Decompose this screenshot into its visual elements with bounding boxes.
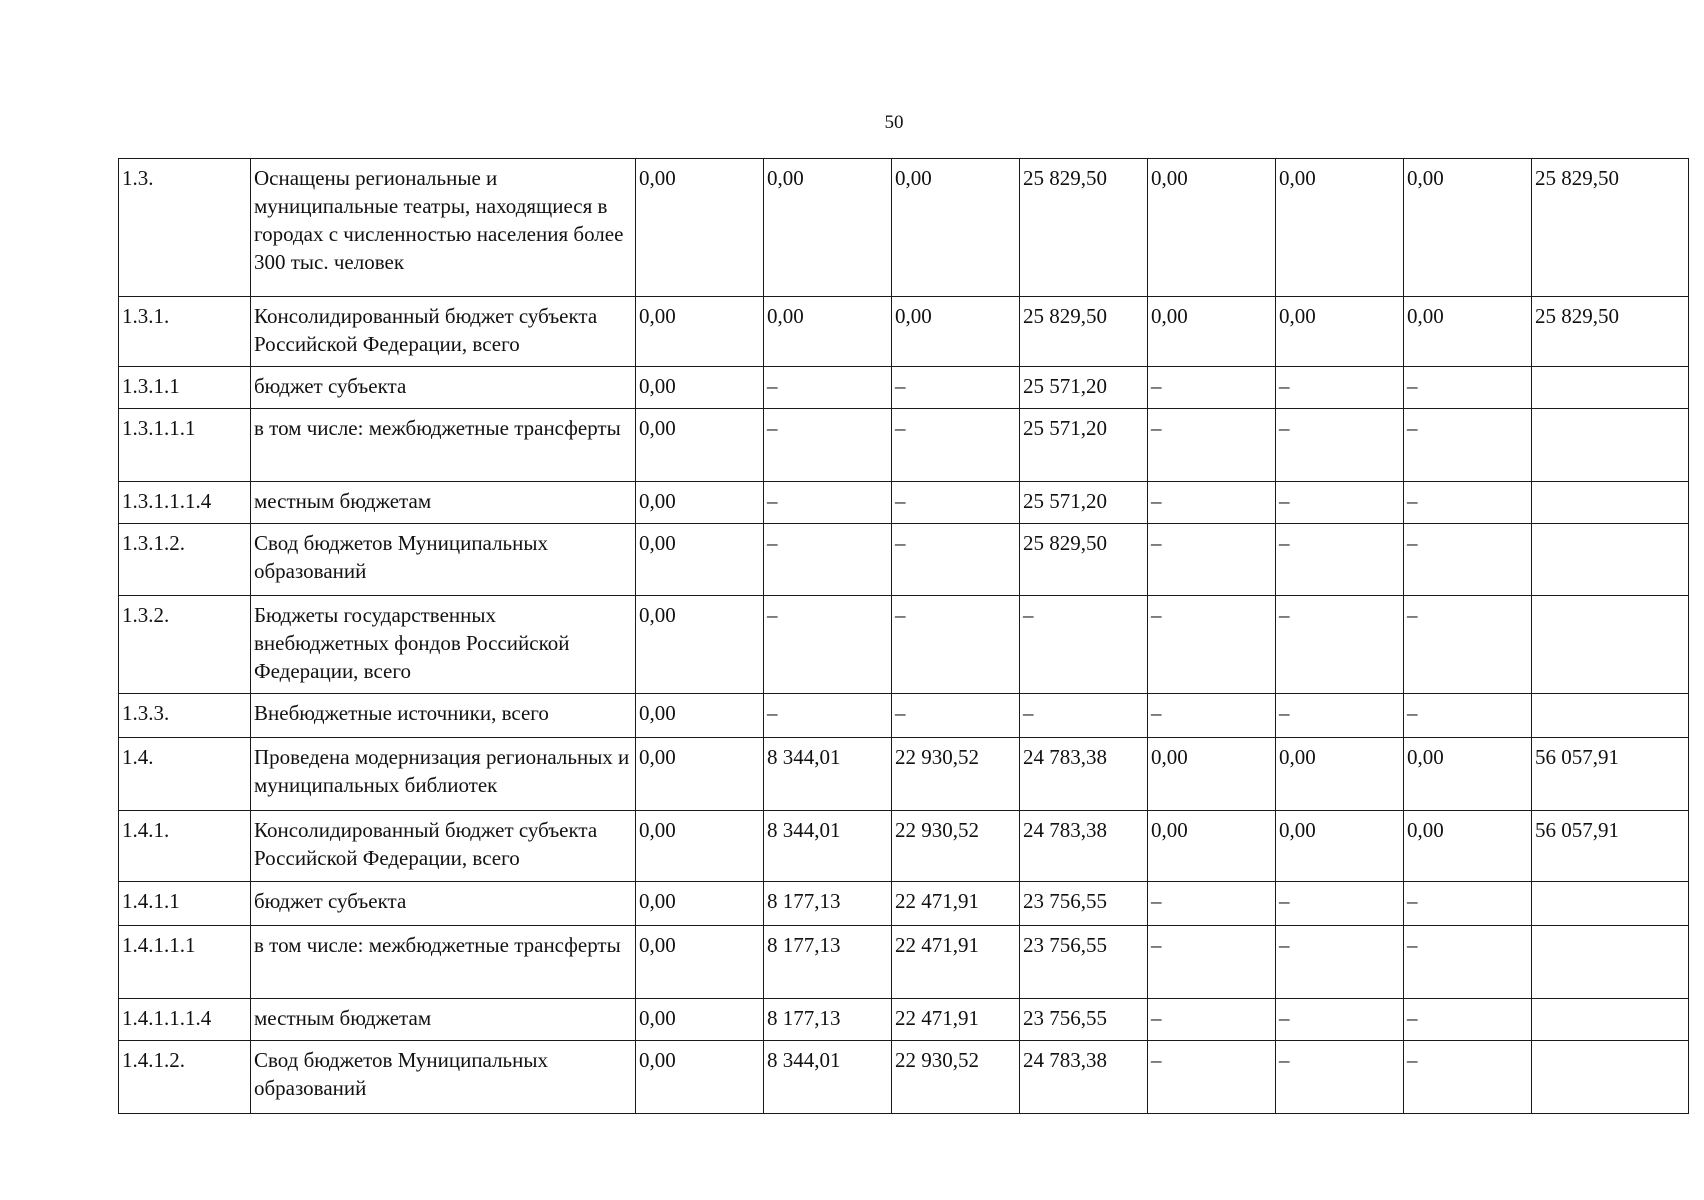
- value-cell: –: [1148, 524, 1276, 596]
- value-cell: 22 930,52: [892, 738, 1020, 811]
- value-cell: 25 571,20: [1020, 409, 1148, 482]
- value-cell: 25 829,50: [1020, 159, 1148, 297]
- page-number: 50: [884, 112, 904, 133]
- value-cell: 8 344,01: [764, 811, 892, 882]
- value-cell: 8 344,01: [764, 738, 892, 811]
- value-cell: 0,00: [636, 482, 764, 524]
- value-cell: –: [892, 694, 1020, 738]
- row-description: в том числе: межбюджетные трансферты: [251, 409, 636, 482]
- value-cell: –: [1404, 409, 1532, 482]
- row-code: 1.3.: [119, 159, 251, 297]
- value-cell: –: [1148, 482, 1276, 524]
- row-code: 1.3.2.: [119, 596, 251, 694]
- value-cell: –: [1404, 596, 1532, 694]
- row-code: 1.4.1.: [119, 811, 251, 882]
- value-cell: 0,00: [892, 159, 1020, 297]
- value-cell: 22 471,91: [892, 926, 1020, 999]
- row-code: 1.4.1.1: [119, 882, 251, 926]
- value-cell: –: [1276, 367, 1404, 409]
- value-cell: 25 829,50: [1020, 297, 1148, 367]
- value-cell: 24 783,38: [1020, 738, 1148, 811]
- value-cell: –: [1148, 882, 1276, 926]
- value-cell: –: [892, 409, 1020, 482]
- table-row: [119, 596, 1689, 694]
- row-description: Внебюджетные источники, всего: [251, 694, 636, 738]
- row-description: Консолидированный бюджет субъекта Российской Федерации, всего: [251, 811, 636, 882]
- row-code: 1.3.1.1: [119, 367, 251, 409]
- value-cell: 0,00: [764, 297, 892, 367]
- table-row: [119, 926, 1689, 999]
- value-cell: 0,00: [1148, 297, 1276, 367]
- value-cell: 8 177,13: [764, 882, 892, 926]
- value-cell: –: [1148, 596, 1276, 694]
- value-cell: –: [892, 367, 1020, 409]
- table-row: [119, 999, 1689, 1041]
- value-cell: 24 783,38: [1020, 1041, 1148, 1114]
- value-cell: –: [1020, 596, 1148, 694]
- value-cell: 0,00: [1404, 811, 1532, 882]
- value-cell: –: [1404, 882, 1532, 926]
- row-code: 1.4.: [119, 738, 251, 811]
- table-row: [119, 367, 1689, 409]
- row-description: Свод бюджетов Муниципальных образований: [251, 524, 636, 596]
- value-cell: –: [1148, 409, 1276, 482]
- value-cell: 0,00: [1148, 811, 1276, 882]
- value-cell: 25 829,50: [1532, 297, 1689, 367]
- row-code: 1.4.1.2.: [119, 1041, 251, 1114]
- value-cell: 0,00: [636, 297, 764, 367]
- value-cell: –: [1404, 1041, 1532, 1114]
- value-cell: –: [1148, 926, 1276, 999]
- value-cell: 0,00: [1276, 297, 1404, 367]
- value-cell: 8 344,01: [764, 1041, 892, 1114]
- value-cell: –: [1404, 926, 1532, 999]
- value-cell: 0,00: [892, 297, 1020, 367]
- row-description: бюджет субъекта: [251, 367, 636, 409]
- value-cell: –: [1148, 694, 1276, 738]
- value-cell: 0,00: [1404, 159, 1532, 297]
- table-row: [119, 524, 1689, 596]
- value-cell: 0,00: [1148, 738, 1276, 811]
- table-row: [119, 882, 1689, 926]
- value-cell: 0,00: [636, 409, 764, 482]
- value-cell: –: [1276, 1041, 1404, 1114]
- value-cell: –: [764, 596, 892, 694]
- value-cell: 0,00: [636, 926, 764, 999]
- value-cell: 0,00: [764, 159, 892, 297]
- value-cell: –: [1276, 926, 1404, 999]
- table-row: [119, 409, 1689, 482]
- value-cell: 0,00: [636, 811, 764, 882]
- value-cell: –: [1276, 409, 1404, 482]
- value-cell: 0,00: [636, 882, 764, 926]
- value-cell: 0,00: [636, 999, 764, 1041]
- value-cell: –: [1276, 596, 1404, 694]
- value-cell: –: [1404, 367, 1532, 409]
- value-cell: 23 756,55: [1020, 999, 1148, 1041]
- value-cell: 0,00: [1276, 159, 1404, 297]
- value-cell: 0,00: [1148, 159, 1276, 297]
- value-cell: [1532, 482, 1689, 524]
- value-cell: –: [1404, 694, 1532, 738]
- value-cell: –: [1276, 482, 1404, 524]
- row-code: 1.3.1.1.1.4: [119, 482, 251, 524]
- value-cell: [1532, 524, 1689, 596]
- row-description: местным бюджетам: [251, 482, 636, 524]
- value-cell: –: [1276, 882, 1404, 926]
- row-description: в том числе: межбюджетные трансферты: [251, 926, 636, 999]
- table-row: [119, 297, 1689, 367]
- row-code: 1.3.1.2.: [119, 524, 251, 596]
- value-cell: –: [892, 524, 1020, 596]
- value-cell: 23 756,55: [1020, 882, 1148, 926]
- value-cell: [1532, 999, 1689, 1041]
- value-cell: 0,00: [636, 596, 764, 694]
- row-code: 1.4.1.1.1.4: [119, 999, 251, 1041]
- value-cell: 0,00: [636, 738, 764, 811]
- value-cell: –: [1020, 694, 1148, 738]
- value-cell: –: [764, 482, 892, 524]
- row-description: Оснащены региональные и муниципальные театры, находящиеся в городах с численностью населения более 300 тыс. человек: [251, 159, 636, 297]
- row-description: Проведена модернизация региональных и муниципальных библиотек: [251, 738, 636, 811]
- row-description: бюджет субъекта: [251, 882, 636, 926]
- value-cell: –: [1404, 524, 1532, 596]
- value-cell: 22 471,91: [892, 882, 1020, 926]
- value-cell: –: [1148, 1041, 1276, 1114]
- value-cell: 0,00: [636, 1041, 764, 1114]
- value-cell: –: [1404, 482, 1532, 524]
- value-cell: [1532, 367, 1689, 409]
- value-cell: –: [764, 694, 892, 738]
- table-row: [119, 1041, 1689, 1114]
- value-cell: 22 930,52: [892, 1041, 1020, 1114]
- value-cell: –: [1148, 999, 1276, 1041]
- value-cell: 56 057,91: [1532, 738, 1689, 811]
- row-description: местным бюджетам: [251, 999, 636, 1041]
- row-description: Свод бюджетов Муниципальных образований: [251, 1041, 636, 1114]
- value-cell: [1532, 409, 1689, 482]
- row-code: 1.3.1.: [119, 297, 251, 367]
- value-cell: –: [892, 482, 1020, 524]
- value-cell: 22 930,52: [892, 811, 1020, 882]
- value-cell: 25 571,20: [1020, 482, 1148, 524]
- value-cell: –: [1276, 524, 1404, 596]
- value-cell: 0,00: [636, 367, 764, 409]
- value-cell: 0,00: [636, 524, 764, 596]
- value-cell: 56 057,91: [1532, 811, 1689, 882]
- value-cell: –: [1404, 999, 1532, 1041]
- value-cell: 0,00: [1276, 738, 1404, 811]
- value-cell: 0,00: [1404, 297, 1532, 367]
- value-cell: –: [892, 596, 1020, 694]
- value-cell: 24 783,38: [1020, 811, 1148, 882]
- row-code: 1.3.1.1.1: [119, 409, 251, 482]
- table-row: [119, 159, 1689, 297]
- value-cell: 0,00: [1276, 811, 1404, 882]
- table-row: [119, 694, 1689, 738]
- value-cell: 25 829,50: [1020, 524, 1148, 596]
- row-description: Консолидированный бюджет субъекта Российской Федерации, всего: [251, 297, 636, 367]
- value-cell: 0,00: [636, 694, 764, 738]
- value-cell: –: [764, 524, 892, 596]
- value-cell: 0,00: [1404, 738, 1532, 811]
- value-cell: [1532, 694, 1689, 738]
- value-cell: 25 571,20: [1020, 367, 1148, 409]
- value-cell: 8 177,13: [764, 999, 892, 1041]
- table-row: [119, 482, 1689, 524]
- table-row: [119, 811, 1689, 882]
- value-cell: 22 471,91: [892, 999, 1020, 1041]
- budget-table: [118, 158, 1689, 1114]
- value-cell: 23 756,55: [1020, 926, 1148, 999]
- value-cell: –: [764, 409, 892, 482]
- table-row: [119, 738, 1689, 811]
- value-cell: –: [1148, 367, 1276, 409]
- value-cell: [1532, 1041, 1689, 1114]
- value-cell: 0,00: [636, 159, 764, 297]
- value-cell: 8 177,13: [764, 926, 892, 999]
- value-cell: –: [1276, 999, 1404, 1041]
- budget-table-body: [119, 159, 1689, 1114]
- value-cell: –: [764, 367, 892, 409]
- value-cell: –: [1276, 694, 1404, 738]
- row-code: 1.3.3.: [119, 694, 251, 738]
- value-cell: [1532, 882, 1689, 926]
- value-cell: [1532, 596, 1689, 694]
- value-cell: 25 829,50: [1532, 159, 1689, 297]
- row-description: Бюджеты государственных внебюджетных фондов Российской Федерации, всего: [251, 596, 636, 694]
- value-cell: [1532, 926, 1689, 999]
- row-code: 1.4.1.1.1: [119, 926, 251, 999]
